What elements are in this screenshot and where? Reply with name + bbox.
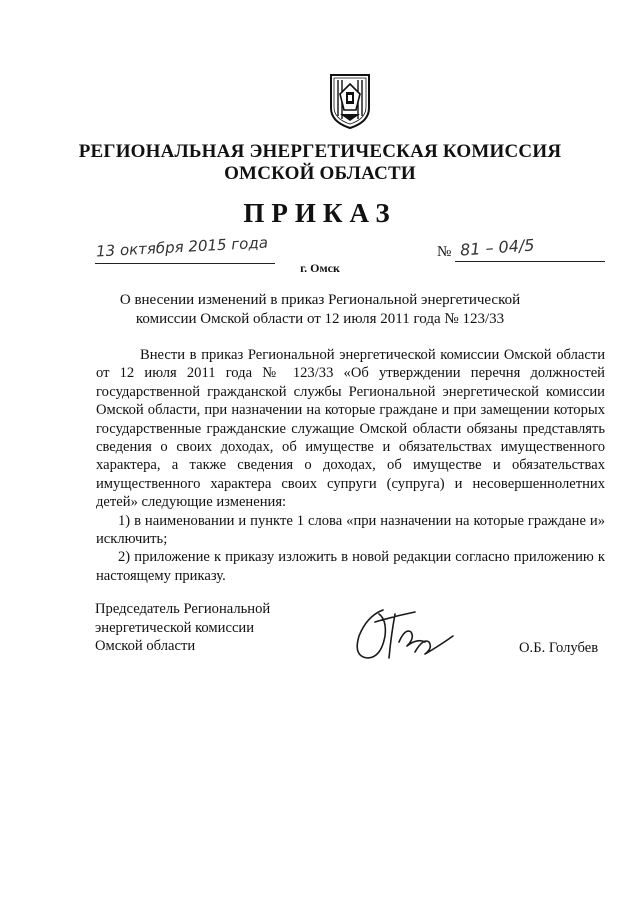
- signer-position-line2: энергетической комиссии: [95, 619, 255, 636]
- body-intro-paragraph: Внести в приказ Региональной энергетической комиссии Омской области от 12 июля 2011 года № 123/33 «Об утверждении перечня должностей государственной гражданской службы Региональной энергетической комиссии Омской области, при назначении на которые граждане и при замещении которых государственные гражданские служащие Омской области обязаны представлять сведения о своих доходах, об имуществе и обязательствах имущественного характера, а также сведения о доходах, об имуществе и обязательствах имущественного характера своих супруги (супруга) и несовершеннолетних детей» следующие изменения:: [96, 347, 605, 511]
- handwritten-order-number: 81 – 04/5: [459, 235, 536, 260]
- handwritten-signature: [345, 602, 460, 664]
- order-subject: [0, 291, 640, 329]
- coat-of-arms-icon: [328, 72, 372, 130]
- signer-name: О.Б. Голубев: [519, 640, 599, 656]
- organization-name-line2: ОМСКОЙ ОБЛАСТИ: [224, 163, 416, 184]
- subject-line2: комиссии Омской области от 12 июля 2011 года № 123/33: [135, 311, 505, 327]
- signer-position-line3: Омской области: [95, 638, 196, 654]
- city-label: г. Омск: [300, 261, 340, 275]
- body-item-2: 2) приложение к приказу изложить в новой редакции согласно приложению к настоящему приказу.: [96, 549, 605, 584]
- subject-line1: О внесении изменений в приказ Региональной энергетической: [119, 292, 521, 308]
- document-title: ПРИКАЗ: [243, 198, 397, 228]
- organization-name-line1: РЕГИОНАЛЬНАЯ ЭНЕРГЕТИЧЕСКАЯ КОМИССИЯ: [78, 141, 562, 162]
- signer-position: [95, 600, 270, 656]
- handwritten-date: 13 октября 2015 года: [95, 233, 269, 261]
- signer-position-line1: Председатель Региональной: [95, 601, 271, 617]
- number-sign: №: [437, 244, 452, 260]
- body-item-1: 1) в наименовании и пункте 1 слова «при назначении на которые граждане и» исключить;: [96, 512, 605, 548]
- order-body: [96, 346, 605, 585]
